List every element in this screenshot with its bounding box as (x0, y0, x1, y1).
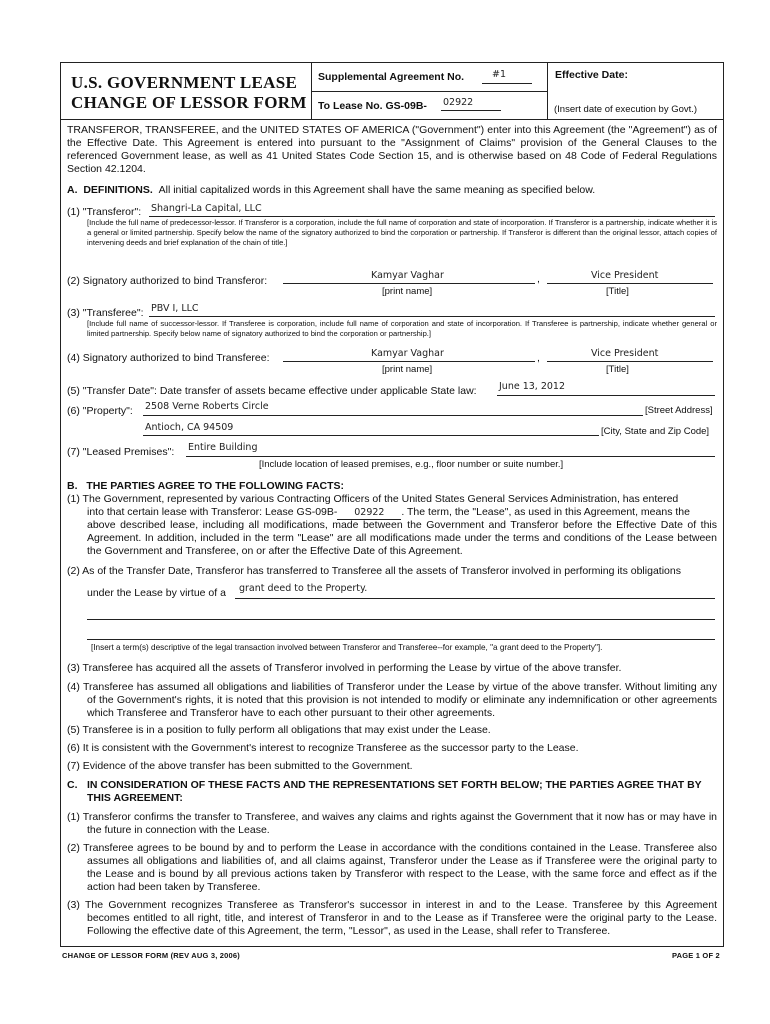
transferor-value[interactable]: Shangri-La Capital, LLC (151, 203, 262, 214)
section-b-item1-line2 (87, 506, 690, 520)
effective-date-box (548, 63, 723, 120)
section-b-item3: (3) Transferee has acquired all the assets of Transferor involved in performing the Lease by virtue of the above transfer. (67, 662, 622, 674)
transferor-note: [Include the full name of predecessor-lessor. If Transferor is a corporation, include the full name of corporation and state of incorporation. If Transferor is a partnership, indicate whether it is a general or limited partnership. Specify below the name of the signatory authorized to bind the corporation or partnership. If Transferor is different than the original lessor, attach copies of intervening deeds and brief explanation of the chain of title.] (87, 218, 717, 247)
item1-lease-number[interactable]: 02922 (337, 506, 401, 520)
transferee-value[interactable]: PBV I, LLC (151, 303, 199, 314)
item1-lease-suffix: . The term, the "Lease", as used in this Agreement, means the (401, 506, 690, 518)
transfer-instrument-value[interactable]: grant deed to the Property. (239, 583, 368, 594)
section-b-item2-line1: (2) As of the Transfer Date, Transferor has transferred to Transferee all the assets of Transferor involved in performing its obligations (67, 565, 681, 577)
title-caption-2: [Title] (606, 364, 629, 375)
transferor-signatory-name[interactable]: Kamyar Vaghar (371, 270, 444, 281)
transfer-date-label: (5) "Transfer Date": Date transfer of assets became effective under applicable State law: (67, 385, 477, 397)
form-title-line2: CHANGE OF LESSOR FORM (71, 93, 307, 112)
intro-paragraph: TRANSFEROR, TRANSFEREE, and the UNITED STATES OF AMERICA ("Government") enter into this Agreement (the "Agreement") as of the Effective Date. This Agreement is entered into pursuant to the "Assignment of Claims" provision of the General Clauses to the referenced Government lease, as well as 41 United States Code Section 15, and is otherwise based on 48 Code of Federal Regulations Section 42.1204. (67, 124, 717, 175)
supplemental-label: Supplemental Agreement No. (318, 71, 465, 83)
transferee-note: [Include full name of successor-lessor. If Transferee is corporation, include full name of corporation and state of incorporation. If Transferee is partnership, indicate whether general or limited partnership. Specify below name of signatory authorized to bind the corporation or partnership.] (87, 319, 717, 338)
effective-date-label: Effective Date: (555, 69, 628, 81)
section-c-item3: (3) The Government recognizes Transferee as Transferor's successor in interest in and to the Lease. Transferee by this Agreement becomes entitled to all right, title, and interest of Transferor in and to the Lease as if Transferee were the original party to the Lease. Following the effective date of this Agreement, the term, "Lessor", as used in the Lease, shall refer to Transferee. (67, 899, 717, 937)
section-b-item1-rest: above described lease, including all modifications, made between the Government and Transferor before the Effective Date of this Agreement. In addition, included in the term "Lease" are all modifications made under the terms and conditions of the Lease between the Government and Transferee, on or after the Effective Date of this Agreement. (87, 519, 717, 557)
transferee-signatory-name[interactable]: Kamyar Vaghar (371, 348, 444, 359)
print-name-caption-2: [print name] (382, 364, 433, 375)
section-b-letter: B. (67, 480, 78, 492)
property-label: (6) "Property": (67, 405, 133, 417)
agreement-number-box (312, 63, 548, 120)
section-a-title: DEFINITIONS. (83, 184, 153, 196)
effective-date-note: (Insert date of execution by Govt.) (554, 104, 698, 115)
property-street[interactable]: 2508 Verne Roberts Circle (145, 401, 269, 412)
section-b-item4: (4) Transferee has assumed all obligations and liabilities of Transferor under the Lease by virtue of the above transfer. Without limiting any of the Government's rights, it is noted that this provision is not intended to modify or eliminate any indemnification or other agreements which Transferee and Transferor have to each other pursuant to their other agreements. (67, 681, 717, 719)
street-address-caption: [Street Address] (645, 405, 713, 416)
section-b-item1-line1: (1) The Government, represented by various Contracting Officers of the United States General Services Administration, has entered (67, 493, 679, 505)
section-b-heading (67, 476, 344, 494)
form-title-box (61, 63, 312, 120)
section-b-item7: (7) Evidence of the above transfer has been submitted to the Government. (67, 760, 413, 772)
section-b-item5: (5) Transferee is in a position to fully perform all obligations that may exist under the Lease. (67, 724, 491, 736)
section-c-item2: (2) Transferee agrees to be bound by and to perform the Lease in accordance with the conditions contained in the Lease. Transferee also assumes all obligations and liabilities of, and all claims against, Transferor under the Lease as if Transferee were the original party to the Lease and is bound by all previous actions taken by Transferor with respect to the Lease, with the same force and effect as if the action had been taken by Transferee. (67, 842, 717, 893)
section-c-title: IN CONSIDERATION OF THESE FACTS AND THE REPRESENTATIONS SET FORTH BELOW; THE PARTIES AGREE THAT BY THIS AGREEMENT: (87, 779, 702, 804)
transferor-signatory-title[interactable]: Vice President (591, 270, 659, 281)
section-b-title: THE PARTIES AGREE TO THE FOLLOWING FACTS: (86, 480, 345, 492)
print-name-caption: [print name] (382, 286, 433, 297)
transferor-label: (1) "Transferor": (67, 206, 142, 218)
section-b-item6: (6) It is consistent with the Government's interest to recognize Transferee as the successor party to the Lease. (67, 742, 579, 754)
section-a-letter: A. (67, 184, 78, 196)
supplemental-value[interactable]: #1 (492, 69, 507, 80)
form-title-line1: U.S. GOVERNMENT LEASE (71, 73, 298, 92)
property-city[interactable]: Antioch, CA 94509 (145, 422, 234, 433)
transfer-instrument-caption: [Insert a term(s) descriptive of the legal transaction involved between Transferor and Transferee--for example, "a grant deed to the Property"]. (91, 643, 603, 652)
form-revision: CHANGE OF LESSOR FORM (REV AUG 3, 2006) (62, 951, 240, 960)
section-c-letter: C. (67, 779, 78, 791)
title-caption: [Title] (606, 286, 629, 297)
transferee-signatory-title[interactable]: Vice President (591, 348, 659, 359)
section-c-item1: (1) Transferor confirms the transfer to Transferee, and waives any claims and rights against the Government that it now has or may have in the future in connection with the Lease. (67, 811, 717, 836)
section-b-item2-line2: under the Lease by virtue of a (87, 587, 226, 599)
transfer-date-value[interactable]: June 13, 2012 (499, 381, 566, 392)
page-number: PAGE 1 OF 2 (672, 951, 720, 960)
transferee-label: (3) "Transferee": (67, 307, 144, 319)
leased-premises-caption: [Include location of leased premises, e.g., floor number or suite number.] (259, 459, 564, 470)
lease-number-value[interactable]: 02922 (443, 97, 474, 108)
section-a-heading (67, 184, 595, 197)
lease-form: U.S. GOVERNMENT LEASE CHANGE OF LESSOR FORM Supplemental Agreement No. #1 To Lease No. GS-09B- 02922 Effective Date: (Insert date of execution by Govt.) TRANSFEROR, TRANSFEREE, and the UNITED STATES OF AMERICA ("Government") enter into this Agreement (the "Agreement") as of the Effective Date. This Agreement is entered into pursuant to the "Assignment of Claims" provision of the General Clauses to the referenced Government lease, as well as 41 United States Code Section 15, and is otherwise based on 48 Code of Federal Regulations Section 42.1204. A. DEFINITIONS. All initial capitalized words in this Agreement shall have the same meaning as specified below. (1) "Transferor": Shangri-La Capital, LLC [Include the full name of predecessor-lessor. If Transferor is a corporation, include the full name of corporation and state of incorporation. If Transferor is a partnership, indicate whether it is a general or limited partnership. Specify below the name of the signatory authorized to bind the corporation or partnership. If Transferor is different than the original lessor, attach copies of intervening deeds and brief explanation of the chain of title.] (2) Signatory authorized to bind Transferor: Kamyar Vaghar , Vice President [print name] [Title] (3) "Transferee": PBV I, LLC [Include full name of successor-lessor. If Transferee is corporation, include full name of corporation and state of incorporation. If Transferee is partnership, indicate whether general or limited partnership. Specify below name of signatory authorized to bind the corporation or partnership.] (4) Signatory authorized to bind Transferee: Kamyar Vaghar , Vice President [print name] [Title] (5) "Transfer Date": Date transfer of assets became effective under applicable State law: June 13, 2012 (6) "Property": 2508 Verne Roberts Circle [Street Address] Antioch, CA 94509 [City, State and Zip Code] (7) "Leased Premises": Entire Building [Include location of leased premises, e.g., floor number or suite number.] B. THE PARTIES AGREE TO THE FOLLOWING FACTS: (1) The Government, represented by various Contracting Officers of the United States General Services Administration, has entered into that certain lease with Transferor: Lease GS-09B- 02922 . The term, the "Lease", as used in this Agreement, means the above described lease, including all modifications, made between the Government and Transferor before the Effective Date of this Agreement. In addition, included in the term "Lease" are all modifications made under the terms and conditions of the Lease between the Government and Transferee, on or after the Effective Date of this Agreement. (2) As of the Transfer Date, Transferor has transferred to Transferee all the assets of Transferor involved in performing its obligations under the Lease by virtue of a grant deed to the Property. [Insert a term(s) descriptive of the legal transaction involved between Transferor and Transferee--for example, "a grant deed to the Property"]. (3) Transferee has acquired all the assets of Transferor involved in performing the Lease by virtue of the above transfer. (4) Transferee has assumed all obligations and liabilities of Transferor under the Lease by virtue of the above transfer. Without limiting any of the Government's rights, it is noted that this provision is not intended to modify or eliminate any indemnification or other agreements which Transferee and Transferor have to each other pursuant to their other agreements. (5) Transferee is in a position to fully perform all obligations that may exist under the Lease. (6) It is consistent with the Government's interest to recognize Transferee as the successor party to the Lease. (7) Evidence of the above transfer has been submitted to the Government. C. IN CONSIDERATION OF THESE FACTS AND THE REPRESENTATIONS SET FORTH BELOW; THE PARTIES AGREE THAT BY THIS AGREEMENT: (1) Transferor confirms the transfer to Transferee, and waives any claims and rights against the Government that it now has or may have in the future in connection with the Lease. (2) Transferee agrees to be bound by and to perform the Lease in accordance with the conditions contained in the Lease. Transferee also assumes all obligations and liabilities of, and all claims against, Transferor under the Lease as if Transferee were the original party to the Lease and is bound by all previous actions taken by Transferor with respect to the Lease, with the same force and effect as if the action had been taken by Transferee. (3) The Government recognizes Transferee as Transferor's successor in interest in and to the Lease. Transferee by this Agreement becomes entitled to all right, title, and interest of Transferor in and to the Lease as if Transferee were the original party to the Lease. Following the effective date of this Agreement, the term, "Lessor", as used in the Lease, shall refer to Transferee. (60, 62, 724, 947)
transferee-signatory-label: (4) Signatory authorized to bind Transferee: (67, 352, 270, 364)
transferor-signatory-label: (2) Signatory authorized to bind Transferor: (67, 275, 268, 287)
section-a-text: All initial capitalized words in this Agreement shall have the same meaning as specified below. (158, 184, 596, 196)
city-state-zip-caption: [City, State and Zip Code] (601, 426, 710, 437)
item1-lease-prefix: into that certain lease with Transferor: Lease GS-09B- (87, 506, 338, 518)
leased-premises-label: (7) "Leased Premises": (67, 446, 175, 458)
lease-number-label: To Lease No. GS-09B- (318, 100, 427, 112)
leased-premises-value[interactable]: Entire Building (188, 442, 258, 453)
